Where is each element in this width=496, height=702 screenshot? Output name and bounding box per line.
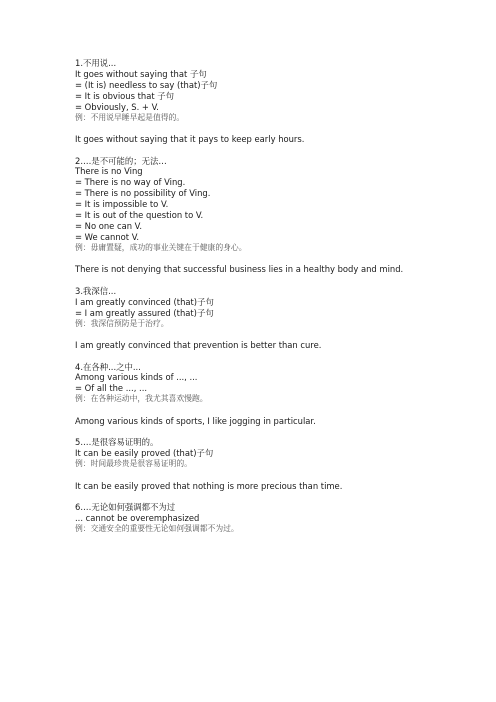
pattern-line: = It is out of the question to V. (75, 210, 204, 221)
example-sentence: It goes without saying that it pays to keep early hours. (75, 134, 305, 145)
example-label: 例：我深信预防是于治疗。 (75, 318, 169, 328)
pattern-line: Among various kinds of ..., ... (75, 372, 198, 383)
pattern-line: = Obviously, S. + V. (75, 101, 159, 112)
example-label: 例：时间最珍贵是很容易证明的。 (75, 459, 192, 469)
example-label: 例：在各种运动中，我尤其喜欢慢跑。 (75, 394, 208, 404)
pattern-line: = (It is) needless to say (that)子句 (75, 79, 218, 90)
section-heading: 5.…是很容易证明的。 (75, 437, 159, 448)
pattern-line: = I am greatly assured (that)子句 (75, 307, 214, 318)
pattern-line: It can be easily proved (that)子句 (75, 448, 214, 459)
section-heading: 3.我深信... (75, 285, 117, 296)
section-2 (75, 156, 476, 276)
section-6 (75, 502, 476, 535)
section-heading: 4.在各种...之中... (75, 361, 141, 372)
section-1 (75, 58, 476, 145)
pattern-line: = There is no possibility of Ving. (75, 188, 211, 199)
pattern-line: = It is impossible to V. (75, 199, 169, 210)
pattern-line: = We cannot V. (75, 231, 140, 242)
section-heading: 6.…无论如何强调都不为过 (75, 502, 176, 513)
section-heading: 2.…是不可能的；无法… (75, 155, 167, 166)
section-5 (75, 437, 476, 491)
pattern-line: = There is no way of Ving. (75, 177, 186, 188)
example-sentence: There is not denying that successful business lies in a healthy body and mind. (75, 264, 404, 275)
example-sentence: Among various kinds of sports, I like jogging in particular. (75, 415, 316, 426)
section-3 (75, 286, 476, 351)
pattern-line: I am greatly convinced (that)子句 (75, 296, 214, 307)
section-heading: 1.不用说... (75, 58, 117, 68)
pattern-line: = Of all the ..., ... (75, 383, 148, 394)
example-label: 例：交通安全的重要性无论如何强调都不为过。 (75, 523, 239, 533)
pattern-line: = It is obvious that 子句 (75, 90, 175, 101)
pattern-line: There is no Ving (75, 166, 143, 177)
example-label: 例：不用说早睡早起是值得的。 (75, 112, 185, 122)
example-sentence: I am greatly convinced that prevention is better than cure. (75, 340, 322, 350)
pattern-line: ... cannot be overemphasized (75, 512, 200, 523)
example-label: 例：毋庸置疑，成功的事业关键在于健康的身心。 (75, 242, 247, 252)
section-4 (75, 362, 476, 427)
example-sentence: It can be easily proved that nothing is more precious than time. (75, 480, 343, 491)
pattern-line: = No one can V. (75, 220, 142, 231)
pattern-line: It goes without saying that 子句 (75, 68, 207, 79)
